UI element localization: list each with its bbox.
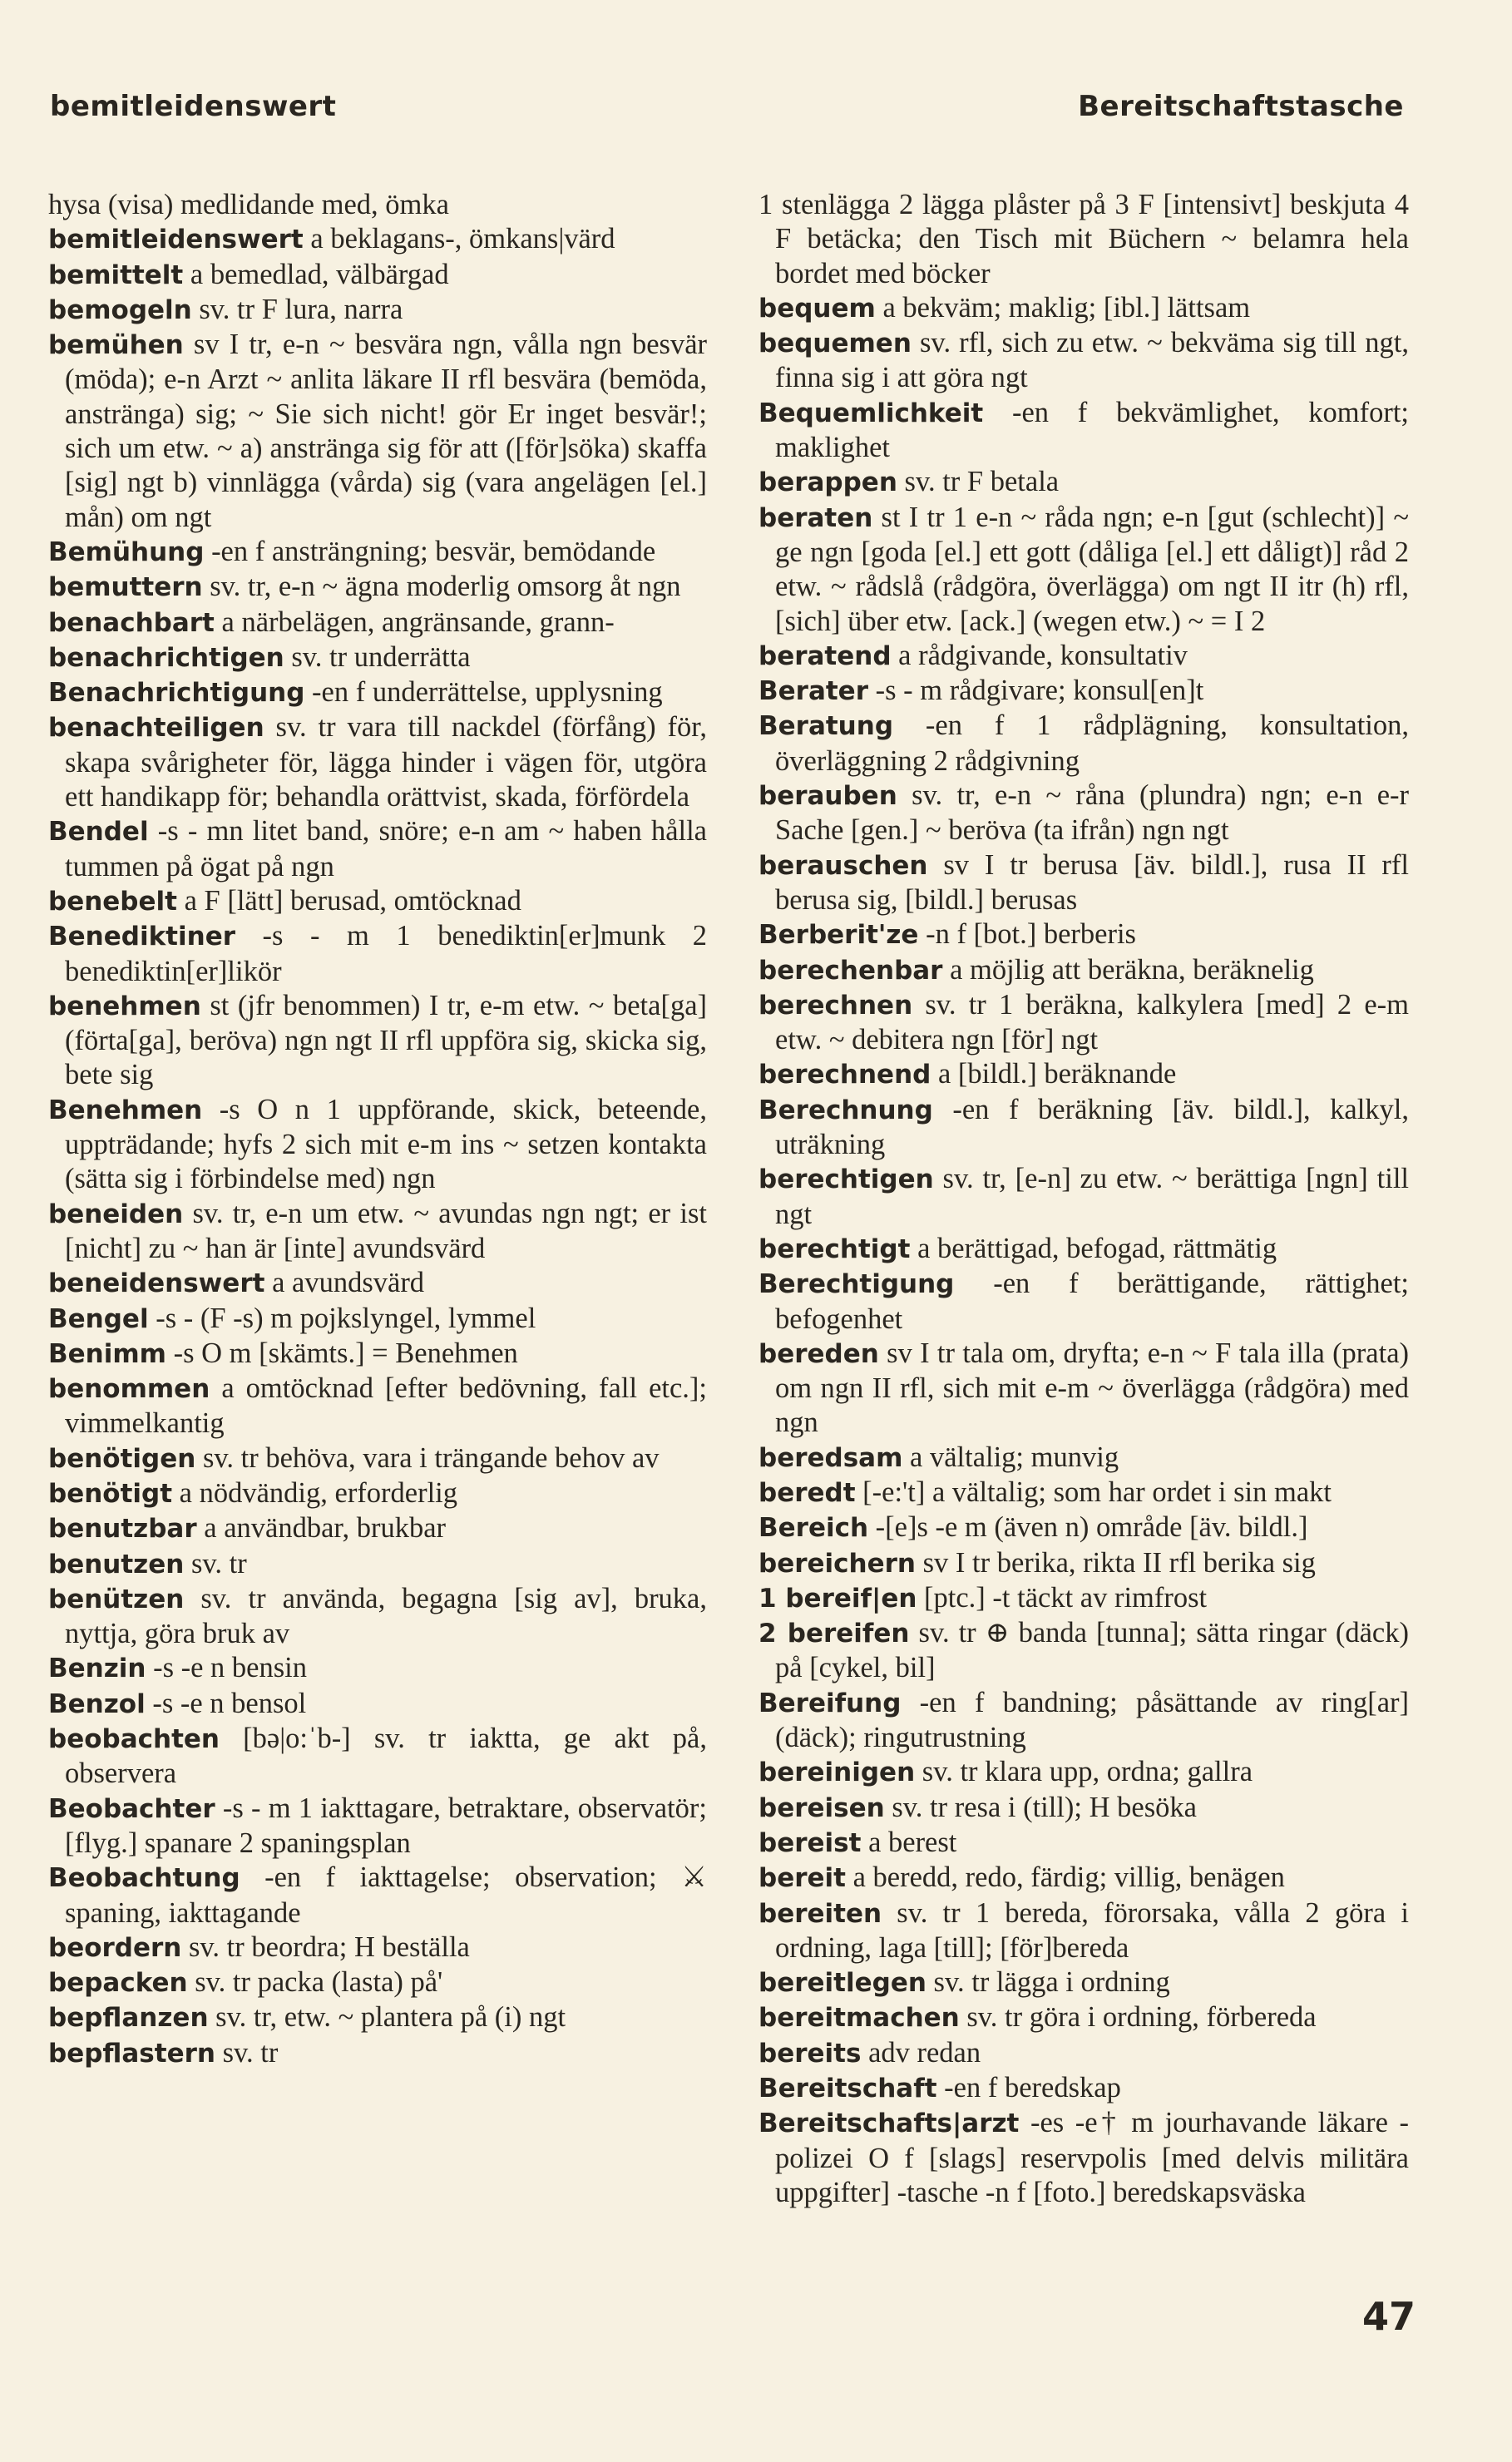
entry-definition: sv. tr <box>215 2036 279 2069</box>
entry-headword: benützen <box>48 1584 185 1614</box>
dictionary-entry <box>48 675 707 710</box>
entry-definition: -en f bandning; påsättande av ring[ar] (däck); ringutrustning <box>775 1686 1409 1754</box>
entry-headword: bereisen <box>758 1792 885 1823</box>
entry-definition: sv I tr, e-n ~ besvära ngn, vålla ngn besvär (möda); e-n Arzt ~ anlita läkare II rfl besvära (bemöda, anstränga) sig; ~ Sie sich nicht! gör Er inget besvär!; sich um etw. ~ a) anstränga sig för att ([för]söka) skaffa [sig] ngt b) vinnlägga (vårda) sig (vara angelägen [el.] mån) om ngt <box>65 329 707 533</box>
entry-headword: Beratung <box>758 711 894 742</box>
entry-headword: Benediktiner <box>48 922 236 952</box>
entry-headword: bereitlegen <box>758 1968 926 1999</box>
dictionary-entry <box>758 1755 1409 1790</box>
dictionary-entry <box>48 1372 707 1441</box>
dictionary-entry <box>48 1302 707 1337</box>
entry-definition: sv. tr ⊕ banda [tunna]; sätta ringar (däck) på [cykel, bil] <box>775 1617 1409 1684</box>
dictionary-entry <box>48 1197 707 1267</box>
dictionary-entry <box>48 535 707 570</box>
entry-headword: berauschen <box>758 850 928 881</box>
dictionary-entry <box>758 501 1409 639</box>
entry-headword: bereiten <box>758 1898 882 1929</box>
dictionary-entry <box>758 326 1409 396</box>
entry-definition: sv. tr, [e-n] zu etw. ~ berättiga [ngn] till ngt <box>775 1163 1409 1230</box>
dictionary-entry <box>758 291 1409 326</box>
entry-headword: beneidenswert <box>48 1268 265 1299</box>
dictionary-entry <box>758 1791 1409 1826</box>
dictionary-entry <box>48 2000 707 2035</box>
dictionary-entry <box>48 258 707 293</box>
entry-headword: benutzen <box>48 1549 185 1580</box>
dictionary-entry <box>758 1441 1409 1476</box>
entry-headword: bereden <box>758 1338 879 1369</box>
dictionary-entry <box>758 1896 1409 1966</box>
dictionary-entry <box>758 674 1409 709</box>
dictionary-entry <box>758 709 1409 779</box>
entry-headword: beobachten <box>48 1724 220 1755</box>
dictionary-entry <box>48 814 707 884</box>
dictionary-entry <box>48 1511 707 1546</box>
dictionary-entry <box>48 1476 707 1511</box>
entry-headword: benötigt <box>48 1478 173 1509</box>
entry-definition: -en f beredskap <box>936 2072 1121 2104</box>
dictionary-entry <box>48 1266 707 1301</box>
entry-definition: sv. tr resa i (till); H besöka <box>884 1791 1197 1823</box>
entry-headword: benachteiligen <box>48 713 264 744</box>
entry-definition: sv I tr tala om, dryfta; e-n ~ F tala illa (prata) om ngn II rfl, sich mit e-m ~ överlägga (rådgöra) med ngn <box>775 1337 1409 1439</box>
entry-definition: -s O m [skämts.] = Benehmen <box>166 1337 518 1369</box>
entry-definition: -es -e† m jourhavande läkare -polizei O f [slags] reservpolis [med delvis militära uppgifter] -tasche -n f [foto.] beredskapsväska <box>775 2107 1409 2208</box>
dictionary-entry <box>48 222 707 257</box>
entry-definition: 1 stenlägga 2 lägga plåster på 3 F [intensivt] beskjuta 4 F betäcka; den Tisch mit Büchern ~ belamra hela bordet med böcker <box>758 189 1409 289</box>
entry-headword: Bengel <box>48 1303 149 1334</box>
entry-definition: adv redan <box>861 2036 981 2069</box>
entry-definition: a berättigad, befogad, rättmätig <box>910 1232 1277 1264</box>
entry-definition: sv. tr vara till nackdel (förfång) för, skapa svårigheter för, lägga hinder i vägen för, utgöra ett handikapp för; behandla orättvist, skada, förfördela <box>65 711 707 813</box>
entry-headword: bemitleidenswert <box>48 225 304 255</box>
entry-headword: bemuttern <box>48 572 203 603</box>
entry-definition: sv. tr, e-n ~ ägna moderlig omsorg åt ngn <box>202 571 681 603</box>
entry-headword: beredsam <box>758 1442 903 1473</box>
entry-headword: berechtigt <box>758 1233 911 1264</box>
entry-definition: sv. tr, etw. ~ plantera på (i) ngt <box>208 2001 566 2034</box>
entry-headword: benommen <box>48 1374 210 1405</box>
dictionary-entry <box>758 1826 1409 1861</box>
dictionary-entry <box>758 1546 1409 1581</box>
dictionary-entry <box>48 570 707 605</box>
entry-definition: sv. tr 1 beräkna, kalkylera [med] 2 e-m etw. ~ debitera ngn [för] ngt <box>775 988 1409 1056</box>
entry-definition: -en f berättigande, rättighet; befogenhet <box>775 1268 1409 1335</box>
entry-definition: hysa (visa) medlidande med, ömka <box>48 189 449 220</box>
entry-definition: -s - mn litet band, snöre; e-n am ~ haben hålla tummen på ögat på ngn <box>65 815 707 882</box>
entry-definition: sv. tr behöva, vara i trängande behov av <box>195 1441 660 1474</box>
dictionary-entry <box>758 2106 1409 2210</box>
entry-definition: a berest <box>861 1826 957 1858</box>
entry-headword: Bendel <box>48 817 149 848</box>
entry-headword: bepflanzen <box>48 2003 209 2034</box>
entry-headword: Bereitschaft <box>758 2074 937 2104</box>
entry-definition: -en f ansträngning; besvär, bemödande <box>204 535 656 567</box>
entry-definition: -s - m 1 benediktin[er]munk 2 benediktin[er]likör <box>65 920 707 987</box>
entry-definition: -s -e n bensol <box>145 1687 307 1719</box>
entry-definition: sv. tr F betala <box>897 466 1060 498</box>
dictionary-entry <box>758 988 1409 1058</box>
entry-headword: Berater <box>758 676 868 707</box>
entry-headword: Berberit'ze <box>758 920 919 951</box>
entry-headword: Bereich <box>758 1513 869 1544</box>
entry-headword: Bereifung <box>758 1688 902 1718</box>
dictionary-entry <box>48 1687 707 1722</box>
entry-headword: berechtigen <box>758 1164 934 1195</box>
entry-definition: a bekväm; maklig; [ibl.] lättsam <box>875 291 1251 324</box>
entry-definition: sv. tr F lura, narra <box>191 293 403 325</box>
dictionary-entry <box>758 1510 1409 1545</box>
entry-headword: berechenbar <box>758 955 943 986</box>
entry-headword: berappen <box>758 467 897 498</box>
dictionary-entry <box>48 188 707 222</box>
entry-definition: sv. tr, e-n um etw. ~ avundas ngn ngt; er ist [nicht] zu ~ han är [inte] avundsvärd <box>65 1197 707 1264</box>
entry-definition: sv. tr underrätta <box>284 640 471 673</box>
entry-definition: a beredd, redo, färdig; villig, benägen <box>845 1861 1285 1894</box>
entry-definition: sv I tr berika, rikta II rfl berika sig <box>915 1546 1316 1579</box>
dictionary-entry <box>758 639 1409 674</box>
dictionary-entry <box>758 1686 1409 1756</box>
entry-headword: benehmen <box>48 991 201 1021</box>
dictionary-entry <box>48 1861 707 1931</box>
entry-headword: berechnen <box>758 990 913 1021</box>
entry-definition: st I tr 1 e-n ~ råda ngn; e-n [gut (schlecht)] ~ ge ngn [goda [el.] ett gott (dåliga [el.] ett dåligt)] råd 2 etw. ~ rådslå (rådgöra, överlägga) om ngt II itr (h) rfl, [sich] über etw. [ack.] (wegen etw.) ~ = I 2 <box>775 501 1409 637</box>
entry-headword: bereitmachen <box>758 2003 960 2034</box>
entry-definition: -en f iakttagelse; observation; ⚔ spaning, iakttagande <box>65 1861 707 1929</box>
entry-definition: sv. tr använda, begagna [sig av], bruka, nyttja, göra bruk av <box>65 1582 707 1650</box>
entry-definition: sv. tr klara upp, ordna; gallra <box>915 1756 1253 1788</box>
dictionary-entry <box>758 2036 1409 2071</box>
dictionary-entry <box>758 188 1409 291</box>
dictionary-entry <box>758 396 1409 466</box>
entry-definition: st (jfr benommen) I tr, e-m etw. ~ beta[ga] (förta[ga], beröva) ngn ngt II rfl uppföra sig, skicka sig, bete sig <box>65 989 707 1091</box>
entry-definition: a närbelägen, angränsande, grann- <box>214 606 615 638</box>
dictionary-entry <box>758 1162 1409 1232</box>
entry-definition: a bemedlad, välbärgad <box>183 258 449 290</box>
entry-headword: 1 bereif|en <box>758 1583 917 1614</box>
entry-headword: Berechtigung <box>758 1269 955 1300</box>
entry-headword: bereits <box>758 2038 862 2069</box>
entry-definition: sv. tr beordra; H beställa <box>181 1931 470 1963</box>
dictionary-entry <box>758 1581 1409 1616</box>
dictionary-entry <box>48 1651 707 1686</box>
entry-definition: sv. tr, e-n ~ råna (plundra) ngn; e-n e-r Sache [gen.] ~ beröva (ta ifrån) ngn ngt <box>775 779 1409 847</box>
dictionary-entry <box>48 640 707 675</box>
entry-headword: Bereitschafts|arzt <box>758 2109 1020 2139</box>
entry-headword: benebelt <box>48 886 177 917</box>
dictionary-entry <box>758 2071 1409 2106</box>
entry-definition: -en f 1 rådplägning, konsultation, överläggning 2 rådgivning <box>775 709 1409 777</box>
entry-headword: Beobachtung <box>48 1863 240 1894</box>
dictionary-entry <box>758 1337 1409 1441</box>
entry-definition: sv. tr 1 bereda, förorsaka, vålla 2 göra i ordning, laga [till]; [för]bereda <box>775 1896 1409 1964</box>
dictionary-entry <box>48 293 707 328</box>
entry-definition: -[e]s -e m (även n) område [äv. bildl.] <box>868 1511 1308 1544</box>
entry-headword: Bemühung <box>48 536 205 567</box>
left-column <box>48 188 707 2071</box>
dictionary-entry <box>758 1267 1409 1337</box>
dictionary-entry <box>48 1337 707 1372</box>
dictionary-entry <box>48 989 707 1093</box>
entry-definition: sv I tr berusa [äv. bildl.], rusa II rfl berusa sig, [bildl.] berusas <box>775 848 1409 916</box>
entry-headword: Berechnung <box>758 1095 933 1125</box>
dictionary-entry <box>758 917 1409 952</box>
entry-definition: sv. rfl, sich zu etw. ~ bekväma sig till ngt, finna sig i att göra ngt <box>775 327 1409 394</box>
dictionary-entry <box>758 1232 1409 1267</box>
dictionary-entry <box>758 1965 1409 2000</box>
running-head-right: Bereitschaftstasche <box>1078 90 1404 123</box>
entry-headword: beordern <box>48 1932 182 1963</box>
dictionary-entry <box>48 919 707 989</box>
dictionary-entry <box>758 953 1409 988</box>
running-head-left: bemitleidenswert <box>50 90 337 123</box>
entry-definition: a beklagans-, ömkans|värd <box>303 223 615 255</box>
entry-headword: benutzbar <box>48 1514 197 1545</box>
dictionary-entry <box>48 710 707 814</box>
entry-definition: -en f beräkning [äv. bildl.], kalkyl, uträkning <box>775 1093 1409 1161</box>
entry-headword: bemühen <box>48 330 184 361</box>
entry-definition: sv. tr packa (lasta) på' <box>187 1966 443 1999</box>
right-column <box>758 188 1409 2210</box>
entry-headword: beredt <box>758 1477 856 1508</box>
page-number: 47 <box>1362 2294 1416 2339</box>
entry-definition: -s - m rådgivare; konsul[en]t <box>868 675 1204 707</box>
entry-definition: a avundsvärd <box>264 1267 425 1299</box>
dictionary-entry <box>48 1965 707 2000</box>
dictionary-entry <box>48 1722 707 1792</box>
dictionary-entry <box>758 1476 1409 1510</box>
dictionary-entry <box>48 1441 707 1476</box>
dictionary-entry <box>758 779 1409 848</box>
entry-headword: bequemen <box>758 329 912 359</box>
entry-headword: benachrichtigen <box>48 642 284 673</box>
entry-headword: benötigen <box>48 1443 196 1474</box>
entry-definition: -en f underrättelse, upplysning <box>304 676 663 709</box>
dictionary-entry <box>758 848 1409 918</box>
entry-definition: [bə|o:ˈb-] sv. tr iaktta, ge akt på, observera <box>65 1723 707 1790</box>
entry-definition: -s -e n bensin <box>146 1652 308 1684</box>
entry-headword: Benzol <box>48 1688 146 1719</box>
entry-definition: a rådgivande, konsultativ <box>891 639 1188 671</box>
dictionary-entry <box>48 1547 707 1582</box>
entry-headword: bemogeln <box>48 294 192 325</box>
entry-headword: bemittelt <box>48 260 184 290</box>
entry-headword: beneiden <box>48 1199 184 1229</box>
entry-definition: a användbar, brukbar <box>196 1512 447 1545</box>
entry-headword: Benimm <box>48 1338 166 1369</box>
entry-headword: benachbart <box>48 607 215 638</box>
entry-definition: -en f bekvämlighet, komfort; maklighet <box>775 396 1409 464</box>
entry-headword: 2 bereifen <box>758 1619 910 1649</box>
dictionary-entry <box>48 2036 707 2071</box>
entry-definition: -s O n 1 uppförande, skick, beteende, uppträdande; hyfs 2 sich mit e-m ins ~ setzen kontakta (sätta sig i förbindelse med) ngn <box>65 1093 707 1195</box>
dictionary-entry <box>758 1861 1409 1896</box>
dictionary-entry <box>758 465 1409 500</box>
entry-headword: bequem <box>758 293 876 324</box>
entry-definition: -s - (F -s) m pojkslyngel, lymmel <box>148 1302 536 1334</box>
entry-definition: a möjlig att beräkna, beräknelig <box>942 953 1314 986</box>
entry-definition: sv. tr göra i ordning, förbereda <box>959 2001 1317 2034</box>
entry-definition: a [bildl.] beräknande <box>931 1058 1177 1090</box>
entry-definition: sv. tr lägga i ordning <box>926 1966 1170 1999</box>
entry-definition: [-e:'t] a vältalig; som har ordet i sin makt <box>855 1476 1332 1508</box>
entry-definition: a vältalig; munvig <box>902 1441 1119 1473</box>
entry-headword: Benehmen <box>48 1095 203 1125</box>
entry-headword: Benzin <box>48 1654 146 1684</box>
entry-headword: beraten <box>758 502 873 533</box>
dictionary-entry <box>48 1093 707 1197</box>
dictionary-entry <box>48 606 707 640</box>
entry-definition: a F [lätt] berusad, omtöcknad <box>176 884 521 917</box>
entry-headword: bepacken <box>48 1968 188 1999</box>
entry-headword: bereist <box>758 1827 862 1858</box>
entry-definition: sv. tr <box>184 1547 247 1580</box>
dictionary-entry <box>48 328 707 535</box>
entry-headword: beratend <box>758 640 892 671</box>
entry-headword: bepflastern <box>48 2038 215 2069</box>
entry-headword: bereit <box>758 1863 846 1894</box>
entry-headword: Beobachter <box>48 1793 215 1824</box>
dictionary-entry <box>758 2000 1409 2035</box>
entry-definition: -n f [bot.] berberis <box>918 918 1136 951</box>
entry-headword: berauben <box>758 781 897 812</box>
dictionary-entry <box>48 1931 707 1965</box>
dictionary-entry <box>48 1582 707 1652</box>
dictionary-entry <box>758 1093 1409 1163</box>
entry-definition: -s - m 1 iakttagare, betraktare, observatör; [flyg.] spanare 2 spaningsplan <box>65 1792 707 1859</box>
dictionary-entry <box>758 1057 1409 1092</box>
entry-definition: [ptc.] -t täckt av rimfrost <box>917 1581 1208 1614</box>
dictionary-entry <box>48 884 707 919</box>
entry-headword: Benachrichtigung <box>48 678 305 709</box>
entry-headword: bereinigen <box>758 1758 916 1788</box>
entry-headword: Bequemlichkeit <box>758 398 984 428</box>
dictionary-entry <box>758 1616 1409 1686</box>
entry-headword: berechnend <box>758 1060 931 1090</box>
entry-definition: a nödvändig, erforderlig <box>172 1476 458 1509</box>
dictionary-entry <box>48 1792 707 1861</box>
entry-definition: a omtöcknad [efter bedövning, fall etc.]; vimmelkantig <box>65 1372 707 1440</box>
entry-headword: bereichern <box>758 1548 916 1579</box>
